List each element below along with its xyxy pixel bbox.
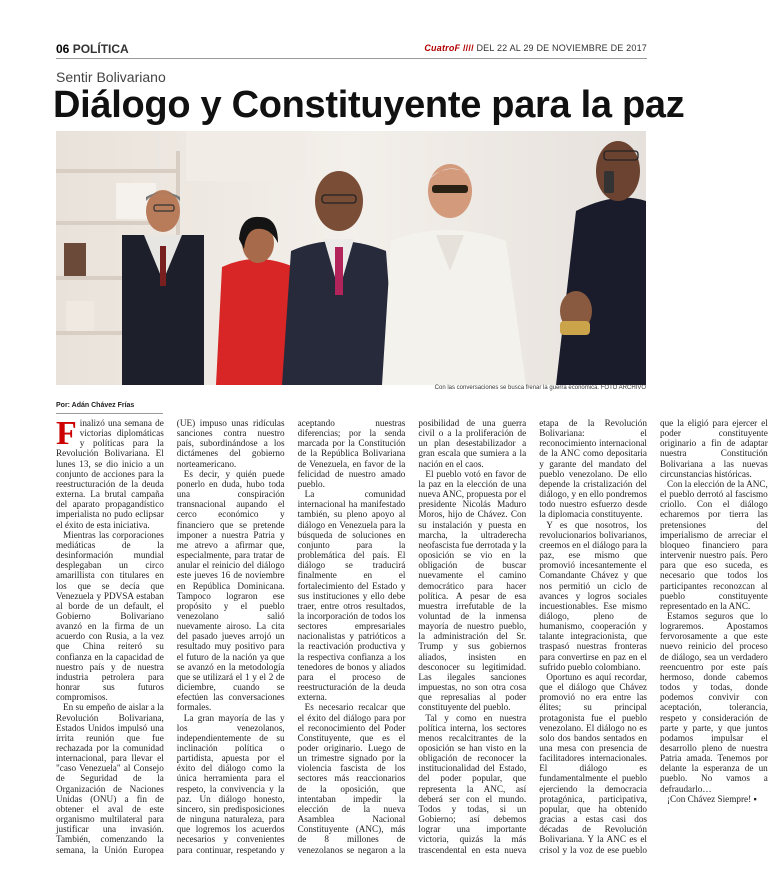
article-paragraph: [56, 415, 164, 530]
article-paragraph: La gran mayoría de las y los venezolanos, independientemente de su inclinación política o partidista, apuesta por el éxito del diálogo como la única herramienta para el respeto, la convivencia y la paz. Un diálogo honesto, sincero, sin predisposiciones de ninguna naturaleza, para que logremos los acuerdos necesarios y convenientes para continuar, respetando y aceptando nuestras diferencias; por la senda marcada por la Constitución de la República Bolivariana de Venezuela, en favor de la felicidad de nuestro amado pueblo.: [176, 418, 406, 855]
drop-cap: F: [56, 415, 77, 452]
article-paragraph: Tal y como en nuestra política interna, los sectores menos recalcitrantes de la oposición se han visto en la obligación de reconocer la institucionalidad del Estado, del poder popular, que representa la ANC, así deberá ser con el mundo. Todos y todas, si un Gobierno; así debemos lograr una importante victoria, quizás la más trascendental en esta nueva etapa de la Revolución Bolivariana: el reconocimiento internacional de la ANC como depositaria y garante del mandato del pueblo venezolano. De ello depende la cristalización del diálogo, y en ello pondremos todo nuestro esfuerzo desde la diplomacia constituyente.: [418, 418, 647, 855]
byline: Por: Adán Chávez Frías: [56, 402, 135, 409]
article-paragraph: Con la elección de la ANC, el pueblo derrotó al fascismo criollo. Con el diálogo echaremos por tierra las pretensiones del imperialismo de arreciar el bloqueo financiero para intervenir nuestro país. Pero para que eso suceda, es necesario que todos los participantes reconozcan al pueblo constituyente representado en la ANC.: [659, 478, 768, 611]
issue-date: DEL 22 AL 29 DE NOVIEMBRE DE 2017: [476, 43, 647, 53]
article-paragraph: Oportuno es aquí recordar, que el diálogo que Chávez promovió no era entre las élites; su principal protagonista fue el pueblo venezolano. El diálogo no es solo dos bandos sentados en una mesa con presencia de facilitadores internacionales. El diálogo es fundamentalmente el pueblo ejerciendo la democracia protagónica, participativa, popular, que ha obtenido gracias a estas casi dos décadas de Revolución Bolivariana. Y la ANC es el crisol y la voz de ese pueblo que la eligió para ejercer el poder constituyente originario a fin de adaptar nuestra Constitución Bolivariana a las nuevas circunstancias históricas.: [539, 418, 768, 855]
photo-caption: Con las conversaciones se busca frenar la guerra económica. FOTO ARCHIVO: [434, 385, 646, 391]
section-number: 06: [56, 42, 70, 56]
byline-rule: [56, 413, 163, 414]
article-paragraph: Es decir, y quién puede ponerlo en duda, hubo toda una conspiración transnacional aupando el cerco económico y financiero que se pretende imponer a nuestra Patria y me atrevo a afirmar que, especialmente, para tratar de anular el reinicio del diálogo este jueves 16 de noviembre en República Dominicana. Tampoco lograron ese propósito y el pueblo venezolano salió nuevamente airoso. La cita del pasado jueves arrojó un resultado muy positivo para el futuro de la nación ya que se avanzó en la metodología que se utilizará el 1 y el 2 de diciembre, cuando se efectúen las conversaciones formales.: [176, 468, 285, 713]
article-paragraph: Y es que nosotros, los revolucionarios bolivarianos, creemos en el diálogo para la paz, ese mismo que promovió incesantemente el Comandante Chávez y que nos permitió un ciclo de avances y logros sociales incuestionables. Ese mismo diálogo, pleno de humanismo, cooperación y talante integracionista, que traspasó nuestras fronteras para convertirse en paz en el sufrido pueblo colombiano.: [539, 519, 647, 672]
article-paragraph: Mientras las corporaciones mediáticas de la desinformación mundial desplegaban un circo amarillista con titulares en los que se decía que Venezuela y PDVSA estaban al borde de un default, el Gobierno Bolivariano avanzó en la firma de un acuerdo con Rusia, a la vez que China reiteró su confianza en la capacidad de nuestro país y de nuestra industria petrolera para honrar sus futuros compromisos.: [56, 529, 164, 703]
article-title: Diálogo y Constituyente para la paz: [53, 84, 685, 126]
section-label: [56, 42, 129, 56]
photo-illustration: [56, 131, 646, 385]
column-kicker: Sentir Bolivariano: [56, 69, 166, 85]
publication-logo: CuatroF: [424, 43, 461, 53]
article-paragraph: El pueblo votó en favor de la paz en la elección de una nueva ANC, propuesta por el presidente Nicolás Maduro Moros, hijo de Chávez. Con su instalación y puesta en marcha, la ultraderecha neofascista fue derrotada y la oposición se vio en la obligación de buscar nuevamente el camino democrático para hacer política. A pesar de esa muestra irrefutable de la voluntad de la inmensa mayoría de nuestro pueblo, la administración del Sr. Trump y sus gobiernos aliados, insisten en desconocer su legitimidad. Las ilegales sanciones impuestas, no son otra cosa que represalias al poder constituyente del pueblo.: [418, 468, 527, 713]
article-photo: [56, 131, 646, 385]
date-separator: ////: [462, 43, 474, 53]
article-body: [56, 415, 768, 856]
paragraph-text: inalizó una semana de victorias diplomáticas y políticas para la Revolución Bolivariana. El lunes 13, se dio inicio a un conjunto de acciones para la reestructuración de la deuda externa. La brutal campaña del aparato propagandístico imperialista no pudo eclipsar el éxito de esta iniciativa.: [56, 418, 164, 530]
article-paragraph: En su empeño de aislar a la Revolución Bolivariana, Estados Unidos impulsó una írrita reunión que fue rechazada por la comunidad internacional, para llevar el "caso Venezuela" al Consejo de Seguridad de la Organización de Naciones Unidas (ONU) a fin de obtener el aval de este organismo multilateral para justificar una invasión. También, comenzando la semana, la Unión Europea (UE) impuso unas ridículas sanciones contra nuestro país, subordinándose a los dictámenes del gobierno norteamericano.: [56, 418, 285, 855]
page-header: [56, 38, 647, 59]
publication-info: [424, 43, 647, 53]
article-closing: ¡Con Chávez Siempre! ▪: [666, 793, 757, 804]
article-paragraph: La comunidad internacional ha manifestado también, su pleno apoyo al diálogo en Venezuela para la búsqueda de soluciones en conjunto para la problemática del país. El diálogo se traducirá finalmente en el fortalecimiento del Estado y sus instituciones y ello debe traer, entre otros resultados, la incorporación de todos los sectores empresariales nacionalistas y patrióticos a la reactivación productiva y la respectiva confianza a los tenedores de bonos y aliados para el proceso de reestructuración de la deuda externa.: [297, 489, 406, 703]
article-paragraph: Es necesario recalcar que el éxito del diálogo para por el reconocimiento del Poder Constituyente, que es el poder originario. Luego de un trimestre signado por la violencia fascista de los sectores más reaccionarios de la oposición, que intentaban impedir la elección de la nueva Asamblea Nacional Constituyente (ANC), más de 8 millones de venezolanos se negaron a la posibilidad de una guerra civil o a la proliferación de un plan desestabilizador a gran escala que sumiera a la nación en el caos.: [297, 418, 527, 855]
article-paragraph: Estamos seguros que lo lograremos. Apostamos fervorosamente a que este nuevo reinicio del proceso de diálogo, sea un verdadero reencuentro por este país hermoso, donde cabemos todos y todas, donde podemos convivir con aceptación, tolerancia, respeto y consideración de parte y parte, y que juntos podamos impulsar el desarrollo pleno de nuestra Patria amada. Tenemos por delante la esperanza de un pueblo. No vamos a defraudarlo…: [659, 610, 768, 794]
section-name: POLÍTICA: [72, 42, 129, 56]
